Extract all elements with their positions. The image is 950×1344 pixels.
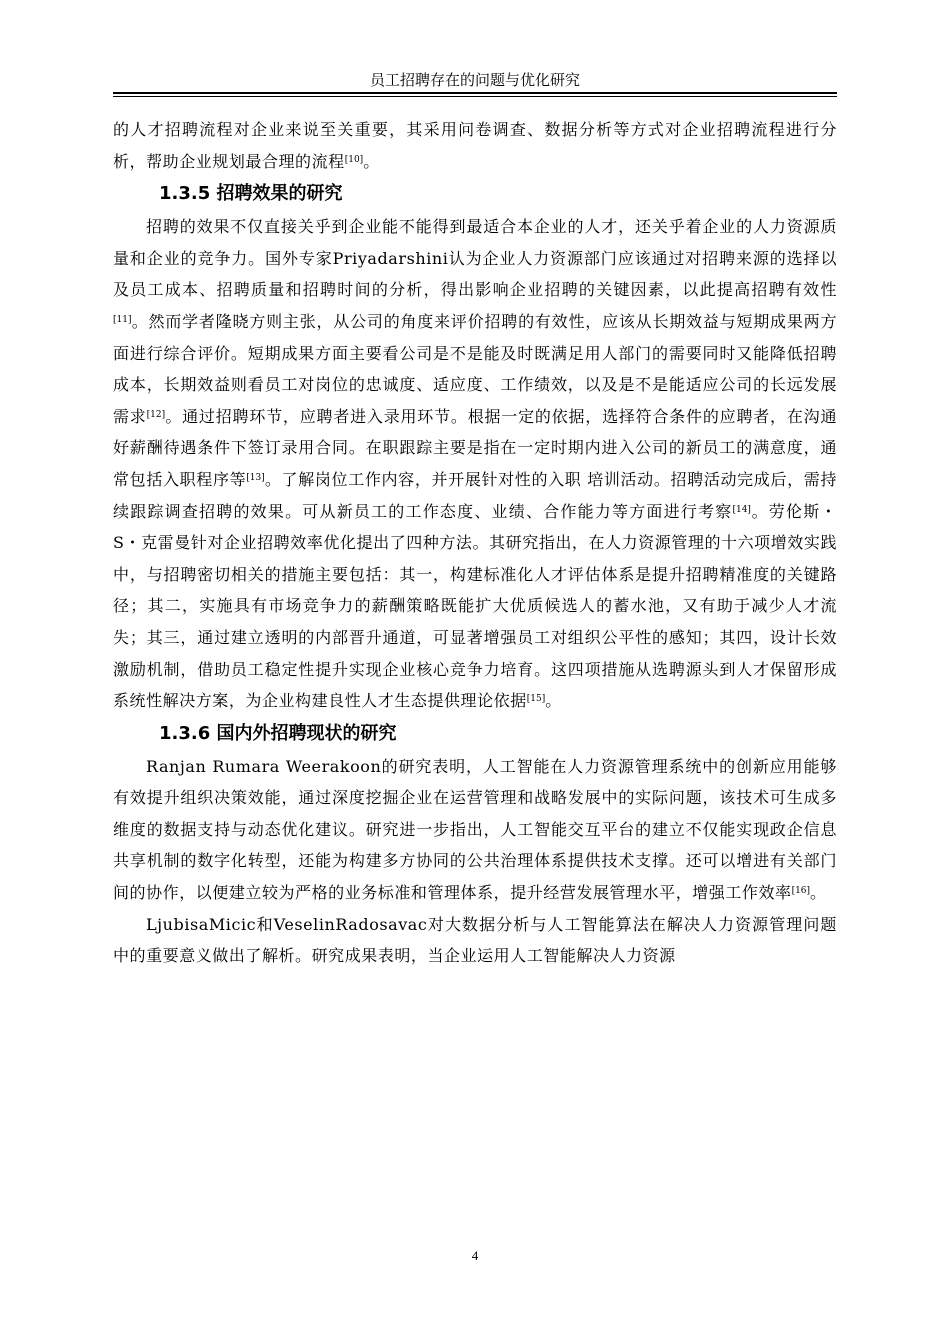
page-number: 4 — [471, 1248, 479, 1263]
citation-ref: [10] — [344, 154, 364, 165]
citation-ref: [11] — [113, 314, 132, 325]
paragraph-ai-hrm: Ranjan Rumara Weerakoon的研究表明，人工智能在人力资源管理系统中的创新应用能够有效提升组织决策效能，通过深度挖掘企业在运营管理和战略发展中的实际问题，该技术可生成多维度的数据支持与动态优化建议。研究进一步指出，人工智能交互平台的建立不仅能实现政企信息共享机制的数字化转型，还能为构建多方协同的公共治理体系提供技术支撑。还可以增进有关部门间的协作，以便建立较为严格的业务标准和管理体系，提升经营发展管理水平，增强工作效率[16]。 — [113, 756, 837, 903]
citation-ref: [12] — [146, 409, 166, 420]
paragraph-big-data: LjubisaMicic和VeselinRadosavac对大数据分析与人工智能算法在解决人力资源管理问题中的重要意义做出了解析。研究成果表明，当企业运用人工智能解决人力资源 — [113, 914, 837, 966]
citation-ref: [16] — [791, 886, 811, 897]
section-heading-1-3-6: 1.3.6 国内外招聘现状的研究 — [159, 722, 397, 744]
paragraph-recruitment-effect: 招聘的效果不仅直接关乎到企业能不能得到最适合本企业的人才，还关乎着企业的人力资源质量和企业的竞争力。国外专家Priyadarshini认为企业人力资源部门应该通过对招聘来源的选择以及员工成本、招聘质量和招聘时间的分析，得出影响企业招聘的关键因素，以此提高招聘有效性[11]。然而学者隆晓方则主张，从公司的角度来评价招聘的有效性，应该从长期效益与短期成果两方面进行综合评价。短期成果方面主要看公司是不是能及时既满足用人部门的需要同时又能降低招聘成本，长期效益则看员工对岗位的忠诚度、适应度、工作绩效，以及是不是能适应公司的长远发展需求[12]。通过招聘环节，应聘者进入录用环节。根据一定的依据，选择符合条件的应聘者，在沟通好薪酬待遇条件下签订录用合同。在职跟踪主要是指在一定时期内进入公司的新员工的满意度，通常包括入职程序等[13]。了解岗位工作内容，并开展针对性的入职 培训活动。招聘活动完成后，需持续跟踪调查招聘的效果。可从新员工的工作态度、业绩、合作能力等方面进行考察[14]。劳伦斯・S・克雷曼针对企业招聘效率优化提出了四种方法。其研究指出，在人力资源管理的十六项增效实践中，与招聘密切相关的措施主要包括：其一，构建标准化人才评估体系是提升招聘精准度的关键路径；其二，实施具有市场竞争力的薪酬策略既能扩大优质候选人的蓄水池，又有助于减少人才流失；其三，通过建立透明的内部晋升通道，可显著增强员工对组织公平性的感知；其四，设计长效激励机制，借助员工稳定性提升实现企业核心竞争力培育。这四项措施从选聘源头到人才保留形成系统性解决方案，为企业构建良性人才生态提供理论依据[15]。 — [113, 217, 837, 711]
running-header: 员工招聘存在的问题与优化研究 — [369, 71, 580, 89]
header-rule-thick — [113, 92, 837, 94]
citation-ref: [14] — [732, 504, 751, 515]
paragraph-continuation: 的人才招聘流程对企业来说至关重要，其采用问卷调查、数据分析等方式对企业招聘流程进行分析，帮助企业规划最合理的流程[10]。 — [113, 120, 837, 171]
citation-ref: [15] — [526, 694, 546, 705]
header-rule-thin — [113, 96, 837, 97]
page-body — [113, 114, 837, 972]
citation-ref: [13] — [246, 472, 265, 483]
section-heading-1-3-5: 1.3.5 招聘效果的研究 — [159, 183, 343, 205]
